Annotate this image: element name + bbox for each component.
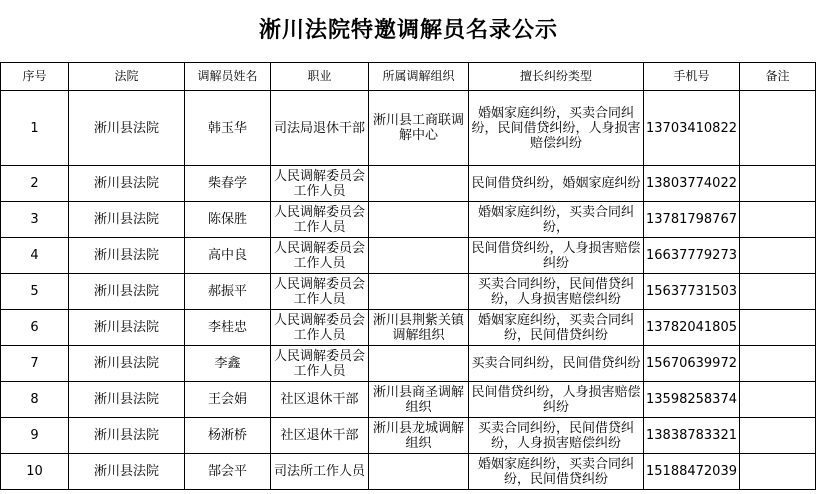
table-header-row <box>1 63 816 91</box>
cell-note <box>740 91 816 166</box>
cell-job: 司法所工作人员 <box>271 454 369 490</box>
cell-note <box>740 274 816 310</box>
cell-court: 淅川县法院 <box>69 382 185 418</box>
cell-name: 柴春学 <box>185 166 271 202</box>
table-row <box>1 418 816 454</box>
header-note: 备注 <box>740 63 816 91</box>
cell-seq: 7 <box>1 346 69 382</box>
cell-court: 淅川县法院 <box>69 346 185 382</box>
cell-seq: 5 <box>1 274 69 310</box>
cell-court: 淅川县法院 <box>69 166 185 202</box>
cell-job: 人民调解委员会工作人员 <box>271 310 369 346</box>
cell-note <box>740 166 816 202</box>
table-row <box>1 274 816 310</box>
cell-name: 杨淅桥 <box>185 418 271 454</box>
cell-org <box>369 238 469 274</box>
cell-note <box>740 310 816 346</box>
cell-phone: 15637731503 <box>644 274 740 310</box>
cell-phone: 15188472039 <box>644 454 740 490</box>
header-seq: 序号 <box>1 63 69 91</box>
cell-phone: 13781798767 <box>644 202 740 238</box>
cell-seq: 10 <box>1 454 69 490</box>
table-row <box>1 454 816 490</box>
cell-name: 郜会平 <box>185 454 271 490</box>
cell-job: 社区退休干部 <box>271 382 369 418</box>
cell-specialty: 买卖合同纠纷，民间借贷纠纷，人身损害赔偿纠纷 <box>469 418 644 454</box>
cell-specialty: 婚姻家庭纠纷，买卖合同纠纷， <box>469 202 644 238</box>
cell-seq: 4 <box>1 238 69 274</box>
cell-specialty: 民间借贷纠纷，人身损害赔偿纠纷 <box>469 238 644 274</box>
cell-job: 司法局退休干部 <box>271 91 369 166</box>
mediator-table <box>0 62 816 490</box>
cell-specialty: 民间借贷纠纷，人身损害赔偿纠纷 <box>469 382 644 418</box>
header-phone: 手机号 <box>644 63 740 91</box>
table-row <box>1 346 816 382</box>
table-row <box>1 382 816 418</box>
cell-phone: 13598258374 <box>644 382 740 418</box>
cell-note <box>740 418 816 454</box>
cell-name: 陈保胜 <box>185 202 271 238</box>
table-row <box>1 238 816 274</box>
cell-specialty: 买卖合同纠纷，民间借贷纠纷 <box>469 346 644 382</box>
cell-court: 淅川县法院 <box>69 310 185 346</box>
header-org: 所属调解组织 <box>369 63 469 91</box>
cell-org <box>369 346 469 382</box>
header-job: 职业 <box>271 63 369 91</box>
cell-name: 韩玉华 <box>185 91 271 166</box>
table-row <box>1 202 816 238</box>
cell-phone: 13838783321 <box>644 418 740 454</box>
cell-seq: 3 <box>1 202 69 238</box>
cell-phone: 13782041805 <box>644 310 740 346</box>
cell-name: 李鑫 <box>185 346 271 382</box>
cell-phone: 16637779273 <box>644 238 740 274</box>
header-name: 调解员姓名 <box>185 63 271 91</box>
cell-org <box>369 166 469 202</box>
header-court: 法院 <box>69 63 185 91</box>
table-row <box>1 310 816 346</box>
header-specialty: 擅长纠纷类型 <box>469 63 644 91</box>
cell-org <box>369 202 469 238</box>
cell-job: 社区退休干部 <box>271 418 369 454</box>
cell-name: 王会娟 <box>185 382 271 418</box>
cell-seq: 9 <box>1 418 69 454</box>
cell-org <box>369 454 469 490</box>
cell-note <box>740 202 816 238</box>
cell-note <box>740 238 816 274</box>
cell-org: 淅川县商圣调解组织 <box>369 382 469 418</box>
cell-court: 淅川县法院 <box>69 418 185 454</box>
cell-court: 淅川县法院 <box>69 274 185 310</box>
cell-seq: 2 <box>1 166 69 202</box>
cell-seq: 8 <box>1 382 69 418</box>
cell-specialty: 婚姻家庭纠纷，买卖合同纠纷，民间借贷纠纷，人身损害赔偿纠纷 <box>469 91 644 166</box>
cell-specialty: 买卖合同纠纷，民间借贷纠纷，人身损害赔偿纠纷 <box>469 274 644 310</box>
cell-job: 人民调解委员会工作人员 <box>271 346 369 382</box>
cell-court: 淅川县法院 <box>69 91 185 166</box>
cell-org: 淅川县荆紫关镇调解组织 <box>369 310 469 346</box>
cell-job: 人民调解委员会工作人员 <box>271 202 369 238</box>
cell-phone: 13803774022 <box>644 166 740 202</box>
cell-name: 李桂忠 <box>185 310 271 346</box>
cell-note <box>740 454 816 490</box>
cell-court: 淅川县法院 <box>69 202 185 238</box>
cell-name: 郝振平 <box>185 274 271 310</box>
cell-org <box>369 274 469 310</box>
cell-job: 人民调解委员会工作人员 <box>271 166 369 202</box>
cell-name: 高中良 <box>185 238 271 274</box>
cell-seq: 1 <box>1 91 69 166</box>
cell-phone: 13703410822 <box>644 91 740 166</box>
cell-specialty: 婚姻家庭纠纷，买卖合同纠纷，民间借贷纠纷 <box>469 454 644 490</box>
cell-court: 淅川县法院 <box>69 238 185 274</box>
cell-note <box>740 382 816 418</box>
cell-court: 淅川县法院 <box>69 454 185 490</box>
cell-phone: 15670639972 <box>644 346 740 382</box>
page-title: 淅川法院特邀调解员名录公示 <box>258 18 558 43</box>
table-row <box>1 91 816 166</box>
cell-job: 人民调解委员会工作人员 <box>271 274 369 310</box>
cell-org: 淅川县龙城调解组织 <box>369 418 469 454</box>
cell-seq: 6 <box>1 310 69 346</box>
cell-org: 淅川县工商联调解中心 <box>369 91 469 166</box>
cell-job: 人民调解委员会工作人员 <box>271 238 369 274</box>
cell-specialty: 婚姻家庭纠纷，买卖合同纠纷，民间借贷纠纷 <box>469 310 644 346</box>
cell-note <box>740 346 816 382</box>
table-row <box>1 166 816 202</box>
cell-specialty: 民间借贷纠纷，婚姻家庭纠纷 <box>469 166 644 202</box>
